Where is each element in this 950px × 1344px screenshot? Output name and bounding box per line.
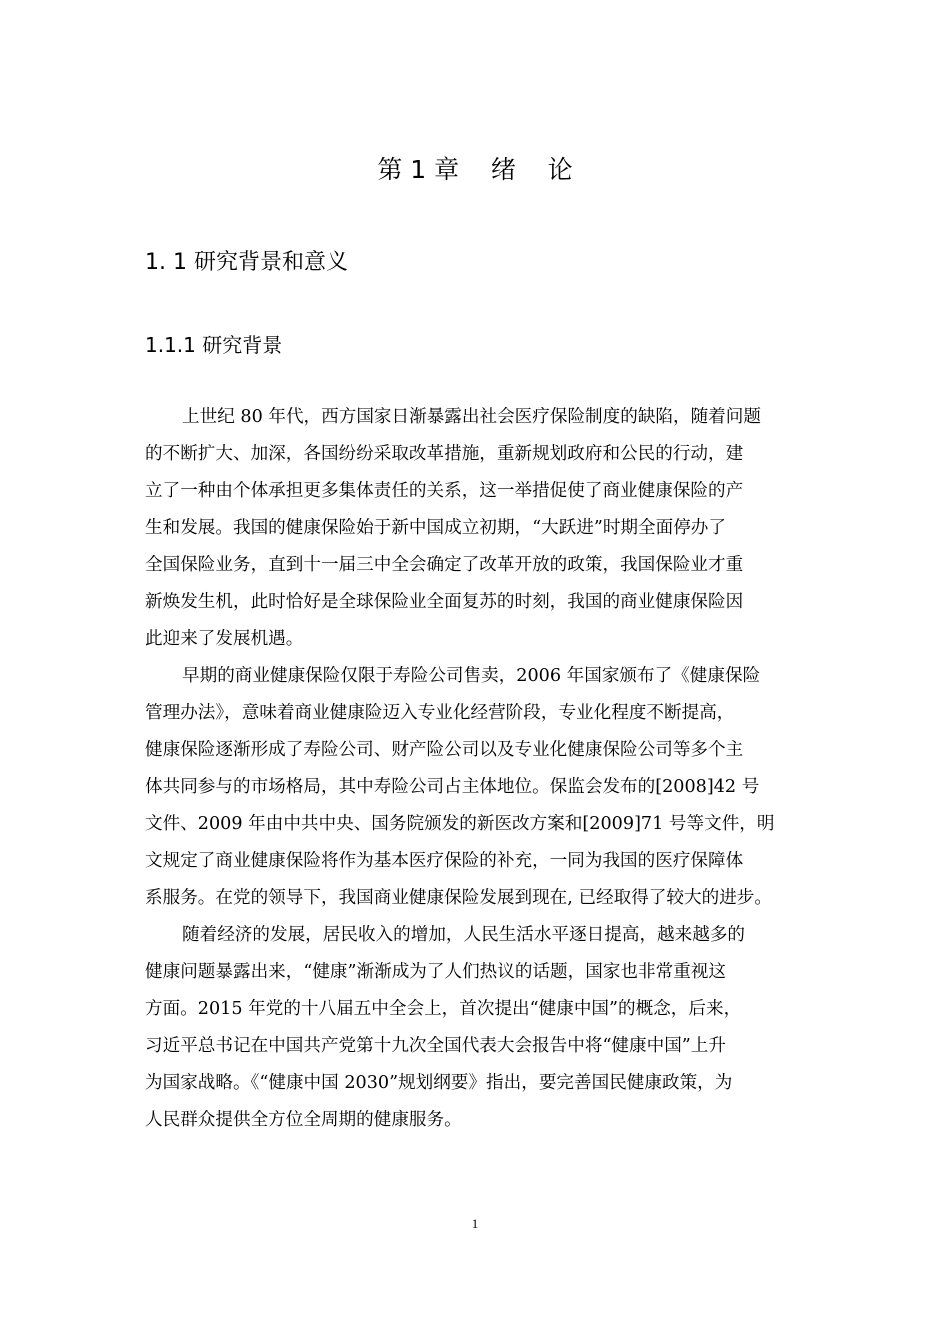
paragraph-line: 体共同参与的市场格局，其中寿险公司占主体地位。保监会发布的[2008]42 号	[145, 777, 760, 797]
chapter-title: 第 1 章 绪 论	[377, 155, 573, 184]
paragraph-2	[145, 658, 808, 917]
paragraph-line: 新焕发生机，此时恰好是全球保险业全面复苏的时刻，我国的商业健康保险因	[145, 592, 744, 612]
paragraph-line: 健康问题暴露出来，“健康”渐渐成为了人们热议的话题，国家也非常重视这	[145, 962, 726, 982]
paragraph-line: 方面。2015 年党的十八届五中全会上，首次提出“健康中国”的概念，后来，	[145, 999, 742, 1019]
paragraph-line: 的不断扩大、加深，各国纷纷采取改革措施，重新规划政府和公民的行动，建	[145, 444, 744, 464]
section-title: 1. 1 研究背景和意义	[145, 250, 348, 275]
paragraph-line: 健康保险逐渐形成了寿险公司、财产险公司以及专业化健康保险公司等多个主	[145, 740, 744, 760]
subsection-title: 1.1.1 研究背景	[145, 333, 283, 357]
paragraph-line: 习近平总书记在中国共产党第十九次全国代表大会报告中将“健康中国”上升	[145, 1036, 726, 1056]
paragraph-line: 随着经济的发展，居民收入的增加，人民生活水平逐日提高，越来越多的	[182, 925, 746, 945]
body-text	[145, 399, 808, 1139]
paragraph-line: 全国保险业务，直到十一届三中全会确定了改革开放的政策，我国保险业才重	[145, 555, 744, 575]
paragraph-line: 文规定了商业健康保险将作为基本医疗保险的补充，一同为我国的医疗保障体	[145, 851, 744, 871]
paragraph-1	[145, 399, 808, 658]
paragraph-line: 生和发展。我国的健康保险始于新中国成立初期，“大跃进”时期全面停办了	[145, 518, 726, 538]
paragraph-line: 文件、2009 年由中共中央、国务院颁发的新医改方案和[2009]71 号等文件，明	[145, 814, 775, 834]
paragraph-line: 管理办法》，意味着商业健康险迈入专业化经营阶段，专业化程度不断提高，	[145, 703, 735, 723]
paragraph-3	[145, 917, 808, 1139]
paragraph-line: 此迎来了发展机遇。	[145, 629, 304, 649]
paragraph-line: 早期的商业健康保险仅限于寿险公司售卖，2006 年国家颁布了《健康保险	[182, 666, 761, 686]
paragraph-line: 上世纪 80 年代，西方国家日渐暴露出社会医疗保险制度的缺陷，随着问题	[182, 407, 761, 427]
paragraph-line: 立了一种由个体承担更多集体责任的关系，这一举措促使了商业健康保险的产	[145, 481, 744, 501]
paragraph-line: 系服务。在党的领导下，我国商业健康保险发展到现在, 已经取得了较大的进步。	[145, 888, 772, 908]
paragraph-line: 为国家战略。《“健康中国 2030”规划纲要》指出，要完善国民健康政策，为	[145, 1073, 733, 1093]
paragraph-line: 人民群众提供全方位全周期的健康服务。	[145, 1110, 462, 1130]
page-number: 1	[471, 1216, 479, 1231]
